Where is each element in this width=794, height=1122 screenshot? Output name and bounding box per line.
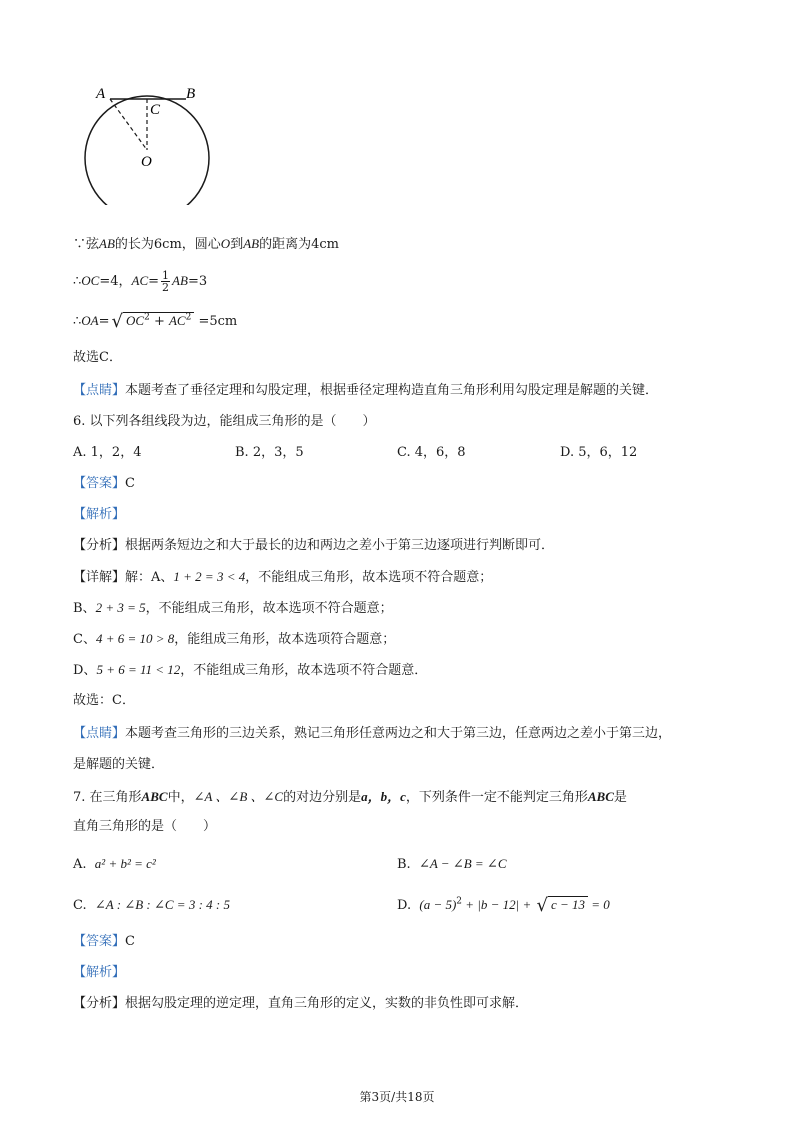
- q6-comment-line2: 是解题的关键．: [73, 757, 165, 772]
- exponent: 2: [456, 896, 463, 907]
- math: (a − 5): [419, 897, 457, 912]
- text: =: [148, 274, 160, 289]
- var: ABC: [141, 789, 168, 804]
- page-footer: 第3页/共18页: [359, 1090, 435, 1104]
- fenxi-text: 根据两条短边之和大于最长的边和两边之差小于第三边逐项进行判断即可．: [125, 538, 555, 553]
- analysis-tag: 【解析】: [73, 507, 126, 522]
- text: ，不能组成三角形，故本选项不符合题意．: [180, 663, 428, 678]
- text: 到: [230, 237, 244, 252]
- comment-text: 本题考查了垂径定理和勾股定理，根据垂径定理构造直角三角形利用勾股定理是解题的关键．: [125, 383, 659, 398]
- var: ABC: [587, 789, 614, 804]
- text: 解：A、: [125, 570, 174, 585]
- label-b: B: [186, 86, 196, 102]
- label-c: C: [150, 102, 161, 118]
- var: OA: [81, 313, 99, 328]
- var: AB: [172, 273, 188, 288]
- math: + |b − 12| +: [462, 897, 535, 912]
- q7-analysis-tag: [73, 964, 125, 982]
- comment-tag: 【点睛】: [73, 383, 126, 398]
- math: ∠A : ∠B : ∠C = 3 : 4 : 5: [94, 897, 230, 912]
- label-o: O: [141, 154, 152, 170]
- text: ∴: [73, 274, 82, 289]
- exponent: 2: [185, 312, 192, 323]
- text: ，下列条件一定不能判定三角形: [405, 790, 588, 805]
- math: a² + b² = c²: [94, 856, 156, 871]
- q6-analysis-tag: [73, 506, 125, 524]
- solution5-line1: [73, 235, 339, 254]
- q6-detail-c: [73, 630, 395, 649]
- text: ，不能组成三角形，故本选项不符合题意；: [245, 570, 493, 585]
- fraction-half: [161, 270, 170, 293]
- math: a，b，c: [361, 789, 406, 804]
- text: 7. 在三角形: [73, 790, 142, 805]
- circle: [85, 96, 209, 205]
- q7-fenxi: [73, 995, 528, 1013]
- q6-detail-d: [73, 661, 427, 680]
- q6-option-d: D. 5，6，12: [560, 445, 638, 460]
- q6-answer: [73, 475, 135, 493]
- text: =: [98, 314, 110, 329]
- radicand: [123, 312, 194, 330]
- math: 1 + 2 = 3 < 4: [173, 569, 246, 584]
- q6-detail-a: [73, 568, 492, 587]
- q6-detail-b: [73, 599, 393, 618]
- text: 的长为6cm，圆心: [114, 237, 221, 252]
- text: D、: [73, 663, 97, 678]
- option-label: C.: [73, 898, 87, 913]
- var: AB: [99, 236, 115, 251]
- q6-stem: 6. 以下列各组线段为边，能组成三角形的是（ ）: [73, 414, 376, 429]
- var: AB: [243, 236, 260, 251]
- fenxi-text: 根据勾股定理的逆定理，直角三角形的定义，实数的非负性即可求解．: [125, 996, 529, 1011]
- text: B、: [73, 601, 96, 616]
- q6-option-a: A. 1，2，4: [73, 445, 142, 460]
- option-label: D.: [397, 898, 412, 913]
- option-label: B.: [397, 857, 411, 872]
- text: ∵弦: [73, 237, 100, 252]
- text: =3: [187, 274, 208, 289]
- text: +: [149, 314, 169, 329]
- solution5-choose: 故选C．: [73, 350, 122, 365]
- comment-text: 本题考查三角形的三边关系，熟记三角形任意两边之和大于第三边，任意两边之差小于第三边，: [125, 726, 672, 741]
- label-a: A: [96, 86, 106, 102]
- math: 2 + 3 = 5: [95, 600, 146, 615]
- answer-value: C: [125, 476, 135, 491]
- var: OC: [81, 273, 100, 288]
- solution5-comment: [73, 382, 658, 400]
- fenxi-tag: 【分析】: [73, 538, 126, 553]
- var: AC: [131, 273, 149, 288]
- answer-value: C: [125, 934, 135, 949]
- text: 是: [613, 790, 627, 805]
- answer-tag: 【答案】: [73, 476, 126, 491]
- var: O: [220, 236, 231, 251]
- var: AC: [168, 313, 186, 328]
- q7-option-b: [397, 855, 507, 874]
- q7-option-d: [397, 896, 610, 915]
- q6-option-c: C. 4，6，8: [397, 445, 466, 460]
- math: = 0: [588, 897, 610, 912]
- q7-answer: [73, 933, 135, 951]
- text: C、: [73, 632, 96, 647]
- solution5-line2: [73, 270, 207, 293]
- radicand: c − 13: [548, 896, 588, 913]
- text: ，能组成三角形，故本选项符合题意；: [174, 632, 396, 647]
- q6-option-b: B. 2，3，5: [235, 445, 304, 460]
- text: ∴: [73, 314, 82, 329]
- fraction-denominator: 2: [162, 281, 170, 294]
- text: =5cm: [194, 314, 238, 329]
- math: 4 + 6 = 10 > 8: [95, 631, 175, 646]
- text: ，不能组成三角形，故本选项不符合题意；: [145, 601, 393, 616]
- radical-sign: √: [111, 311, 124, 332]
- analysis-tag: 【解析】: [73, 965, 126, 980]
- text: 的对边分别是: [283, 790, 362, 805]
- answer-tag: 【答案】: [73, 934, 126, 949]
- math: ∠A − ∠B = ∠C: [418, 856, 507, 871]
- q6-comment-line1: [73, 725, 671, 743]
- text: 的距离为4cm: [259, 237, 339, 252]
- segment-oa: [110, 99, 147, 150]
- q6-fenxi: [73, 537, 554, 555]
- option-label: A.: [73, 857, 87, 872]
- var: OC: [126, 313, 145, 328]
- exponent: 2: [144, 312, 150, 323]
- text: =4，: [99, 274, 132, 289]
- circle-chord-figure: [78, 80, 218, 205]
- q7-option-a: [73, 855, 156, 874]
- text: 中，: [167, 790, 194, 805]
- q7-stem-line1: [73, 788, 627, 807]
- q7-option-c: [73, 896, 230, 915]
- q6-choose: 故选：C．: [73, 693, 135, 708]
- detail-tag: 【详解】: [73, 570, 126, 585]
- math: 5 + 6 = 11 < 12: [96, 662, 181, 677]
- comment-tag: 【点睛】: [73, 726, 126, 741]
- fraction-numerator: 1: [162, 269, 170, 282]
- fenxi-tag: 【分析】: [73, 996, 126, 1011]
- math: ∠A 、∠B 、∠C: [193, 789, 284, 804]
- q7-stem-line2: 直角三角形的是（ ）: [73, 819, 217, 834]
- radical-sign: √: [536, 895, 548, 916]
- solution5-line3: [73, 312, 237, 331]
